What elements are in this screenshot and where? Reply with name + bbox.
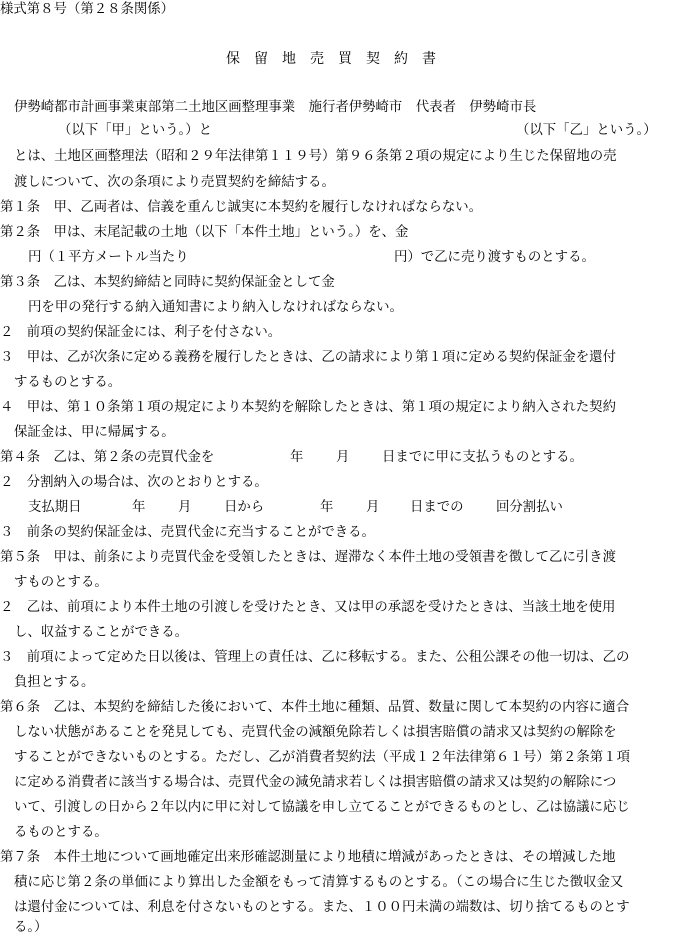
party-b-label: （以下「乙」という。）: [516, 123, 657, 138]
article-2-line-1: 第２条 甲は、末尾記載の土地（以下「本件土地」という。）を、金: [0, 225, 409, 240]
article-7-line-4: る。）: [14, 920, 48, 935]
article-3-para-2: ２ 前項の契約保証金には、利子を付さない。: [0, 325, 282, 340]
installment-count: 回分割払い: [496, 500, 563, 515]
article-4-day: 日までに甲に支払うものとする。: [382, 450, 583, 465]
article-6-line-4: に定める消費者に該当する場合は、売買代金の減免請求若しくは損害賠償の請求又は契約の解除につ: [14, 775, 617, 790]
payment-to-day: 日までの: [410, 500, 464, 515]
article-2-unit-price-line: 円）で乙に売り渡すものとする。: [394, 250, 595, 265]
party-a-label: （以下「甲」という。）と: [58, 123, 212, 138]
form-label: 様式第８号（第２８条関係）: [0, 2, 175, 17]
article-5-line-2: すものとする。: [14, 575, 108, 590]
article-3-para-3: ３ 甲は、乙が次条に定める義務を履行したときは、乙の請求により第１項に定める契約保証金を還付: [0, 350, 616, 365]
article-5-para-3-cont: 負担とする。: [14, 675, 95, 690]
article-5-para-3: ３ 前項によって定めた日以後は、管理上の責任は、乙に移転する。また、公租公課その他一切は、乙の: [0, 650, 630, 665]
article-5-para-2: ２ 乙は、前項により本件土地の引渡しを受けたとき、又は甲の承認を受けたときは、当該土地を使用: [0, 600, 616, 615]
payment-to-year: 年: [320, 500, 334, 515]
article-3-para-4: ４ 甲は、第１０条第１項の規定により本契約を解除したときは、第１項の規定により納入された契約: [0, 400, 616, 415]
preamble-line-4: 渡しについて、次の条項により売買契約を締結する。: [14, 175, 335, 190]
article-1: 第１条 甲、乙両者は、信義を重んじ誠実に本契約を履行しなければならない。: [0, 200, 483, 215]
article-6-line-6: るものとする。: [14, 825, 108, 840]
article-7-line-1: 第７条 本件土地について画地確定出来形確認測量により地積に増減があったときは、その増減した地: [0, 850, 616, 865]
article-3-para-4-cont: 保証金は、甲に帰属する。: [14, 425, 175, 440]
article-2-price-line: 円（１平方メートル当たり: [28, 250, 189, 265]
preamble-line-1: 伊勢崎都市計画事業東部第二土地区画整理事業 施行者伊勢崎市 代表者 伊勢崎市長: [14, 100, 537, 115]
article-4-year: 年: [290, 450, 304, 465]
article-3-para-3-cont: するものとする。: [14, 375, 122, 390]
article-3-line-1: 第３条 乙は、本契約締結と同時に契約保証金として金: [0, 275, 335, 290]
article-4-para-3: ３ 前条の契約保証金は、売買代金に充当することができる。: [0, 525, 375, 540]
article-4-line-1: 第４条 乙は、第２条の売買代金を: [0, 450, 215, 465]
article-6-line-1: 第６条 乙は、本契約を締結した後において、本件土地に種類、品質、数量に関して本契約の内容に適合: [0, 700, 630, 715]
article-7-line-3: は還付金については、利息を付さないものとする。また、１００円未満の端数は、切り捨てるものとす: [14, 900, 630, 915]
payment-from-month: 月: [178, 500, 192, 515]
article-4-month: 月: [336, 450, 350, 465]
article-4-para-2: ２ 分割納入の場合は、次のとおりとする。: [0, 475, 268, 490]
preamble-line-3: とは、土地区画整理法（昭和２９年法律第１１９号）第９６条第２項の規定により生じた保留地の売: [14, 149, 617, 164]
article-6-line-3: することができないものとする。ただし、乙が消費者契約法（平成１２年法律第６１号）第２条第１項: [14, 750, 630, 765]
article-7-line-2: 積に応じ第２条の単価により算出した金額をもって清算するものとする。（この場合に生じた徴収金又: [14, 875, 624, 890]
article-5-line-1: 第５条 甲は、前条により売買代金を受領したときは、遅滞なく本件土地の受領書を徴して乙に引き渡: [0, 550, 616, 565]
payment-from-day: 日から: [224, 500, 265, 515]
article-5-para-2-cont: し、収益することができる。: [14, 625, 189, 640]
payment-to-month: 月: [366, 500, 380, 515]
article-3-line-2: 円を甲の発行する納入通知書により納入しなければならない。: [28, 300, 403, 315]
payment-from-year: 年: [132, 500, 146, 515]
document-title: 保留地売買契約書: [226, 51, 450, 67]
article-6-line-2: しない状態があることを発見しても、売買代金の減額免除若しくは損害賠償の請求又は契約の解除を: [14, 725, 617, 740]
payment-date-label: 支払期日: [28, 500, 82, 515]
article-6-line-5: いて、引渡しの日から２年以内に甲に対して協議を申し立てることができるものとし、乙は協議に応じ: [14, 800, 630, 815]
